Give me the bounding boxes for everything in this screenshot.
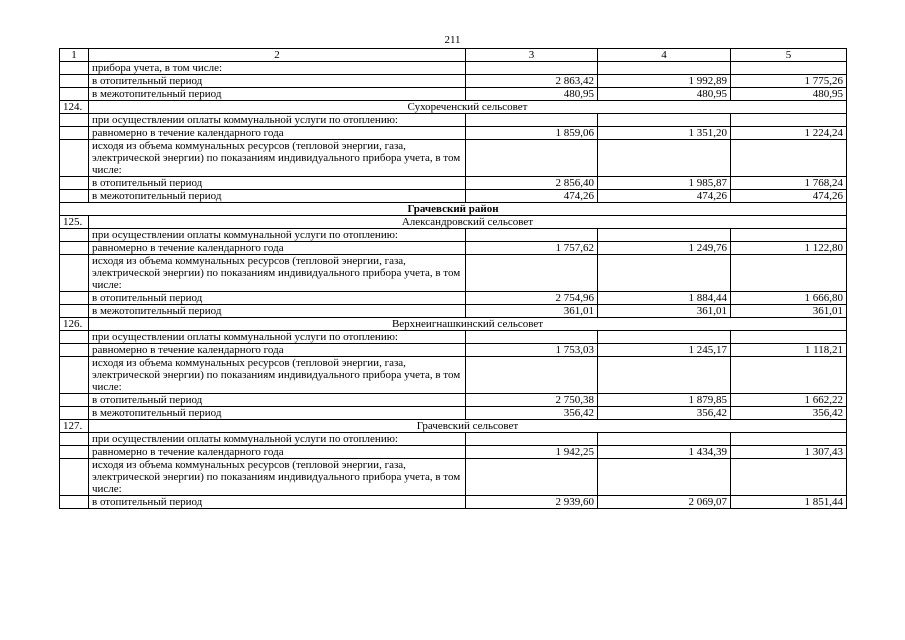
value-col-3: 361,01: [466, 305, 598, 318]
value-col-3: [466, 229, 598, 242]
tariff-table: [59, 48, 847, 509]
row-description: равномерно в течение календарного года: [89, 127, 466, 140]
value-col-3: [466, 114, 598, 127]
row-number: [60, 459, 89, 496]
value-col-3: [466, 459, 598, 496]
value-col-4: 1 351,20: [598, 127, 731, 140]
value-col-3: 1 757,62: [466, 242, 598, 255]
row-description: в отопительный период: [89, 292, 466, 305]
value-col-3: [466, 433, 598, 446]
row-description: при осуществлении оплаты коммунальной услуги по отоплению:: [89, 229, 466, 242]
value-col-3: 356,42: [466, 407, 598, 420]
value-col-5: 1 851,44: [731, 496, 847, 509]
value-col-5: 361,01: [731, 305, 847, 318]
settlement-row: [60, 420, 847, 433]
row-description: равномерно в течение календарного года: [89, 344, 466, 357]
value-col-5: 356,42: [731, 407, 847, 420]
row-number: [60, 229, 89, 242]
table-row: [60, 394, 847, 407]
value-col-4: [598, 114, 731, 127]
value-col-5: [731, 357, 847, 394]
value-col-3: [466, 140, 598, 177]
row-number: [60, 394, 89, 407]
value-col-5: 1 666,80: [731, 292, 847, 305]
value-col-4: 1 245,17: [598, 344, 731, 357]
table-row: [60, 88, 847, 101]
value-col-5: [731, 229, 847, 242]
value-col-5: [731, 140, 847, 177]
page-number: 211: [444, 34, 461, 46]
value-col-4: 1 884,44: [598, 292, 731, 305]
header-cell: 3: [466, 49, 598, 62]
row-description: равномерно в течение календарного года: [89, 446, 466, 459]
value-col-4: [598, 229, 731, 242]
value-col-3: 1 859,06: [466, 127, 598, 140]
settlement-row: [60, 216, 847, 229]
district-row: [60, 203, 847, 216]
row-number: [60, 344, 89, 357]
row-description: в межотопительный период: [89, 88, 466, 101]
row-description: при осуществлении оплаты коммунальной услуги по отоплению:: [89, 433, 466, 446]
row-number: [60, 114, 89, 127]
row-description: прибора учета, в том числе:: [89, 62, 466, 75]
value-col-3: [466, 331, 598, 344]
table-row: [60, 229, 847, 242]
header-cell: 1: [60, 49, 89, 62]
value-col-4: [598, 62, 731, 75]
row-description: в отопительный период: [89, 75, 466, 88]
row-number: [60, 190, 89, 203]
row-number: [60, 75, 89, 88]
value-col-5: 474,26: [731, 190, 847, 203]
row-description: в отопительный период: [89, 394, 466, 407]
row-description: в отопительный период: [89, 177, 466, 190]
row-description: в отопительный период: [89, 496, 466, 509]
value-col-3: 2 939,60: [466, 496, 598, 509]
value-col-4: [598, 255, 731, 292]
row-number: [60, 446, 89, 459]
value-col-5: [731, 433, 847, 446]
row-number: [60, 127, 89, 140]
value-col-5: 1 662,22: [731, 394, 847, 407]
settlement-title: Сухореченский сельсовет: [89, 101, 847, 114]
row-number: [60, 357, 89, 394]
value-col-3: [466, 255, 598, 292]
row-number: [60, 177, 89, 190]
value-col-3: [466, 62, 598, 75]
value-col-4: 1 992,89: [598, 75, 731, 88]
table-row: [60, 344, 847, 357]
row-number: [60, 331, 89, 344]
row-number: [60, 140, 89, 177]
value-col-4: [598, 433, 731, 446]
value-col-3: 2 863,42: [466, 75, 598, 88]
row-description: при осуществлении оплаты коммунальной услуги по отоплению:: [89, 331, 466, 344]
value-col-4: [598, 331, 731, 344]
value-col-5: 1 122,80: [731, 242, 847, 255]
value-col-4: 474,26: [598, 190, 731, 203]
row-number: 125.: [60, 216, 89, 229]
table-row: [60, 305, 847, 318]
value-col-5: 1 307,43: [731, 446, 847, 459]
row-description: исходя из объема коммунальных ресурсов (тепловой энергии, газа, электрической энергии) по показаниям индивидуального прибора учета, в том числе:: [89, 255, 466, 292]
settlement-title: Грачевский сельсовет: [89, 420, 847, 433]
header-cell: 4: [598, 49, 731, 62]
table-row: [60, 242, 847, 255]
value-col-4: 356,42: [598, 407, 731, 420]
row-description: в межотопительный период: [89, 305, 466, 318]
table-row: [60, 140, 847, 177]
value-col-5: [731, 255, 847, 292]
table-row: [60, 496, 847, 509]
table-row: [60, 75, 847, 88]
table-row: [60, 177, 847, 190]
value-col-3: 480,95: [466, 88, 598, 101]
table-row: [60, 357, 847, 394]
row-number: 126.: [60, 318, 89, 331]
value-col-5: [731, 331, 847, 344]
value-col-3: 1 942,25: [466, 446, 598, 459]
value-col-4: 1 879,85: [598, 394, 731, 407]
value-col-4: [598, 140, 731, 177]
row-number: [60, 496, 89, 509]
row-number: 127.: [60, 420, 89, 433]
value-col-3: 2 856,40: [466, 177, 598, 190]
settlement-row: [60, 101, 847, 114]
value-col-4: [598, 459, 731, 496]
table-row: [60, 127, 847, 140]
value-col-5: 1 224,24: [731, 127, 847, 140]
row-number: [60, 255, 89, 292]
value-col-5: [731, 459, 847, 496]
row-number: [60, 62, 89, 75]
value-col-5: [731, 62, 847, 75]
row-number: [60, 88, 89, 101]
row-description: при осуществлении оплаты коммунальной услуги по отоплению:: [89, 114, 466, 127]
row-description: равномерно в течение календарного года: [89, 242, 466, 255]
row-description: исходя из объема коммунальных ресурсов (тепловой энергии, газа, электрической энергии) по показаниям индивидуального прибора учета, в том числе:: [89, 459, 466, 496]
settlement-title: Верхнеигнашкинский сельсовет: [89, 318, 847, 331]
header-row: [60, 49, 847, 62]
table-row: [60, 255, 847, 292]
row-number: [60, 292, 89, 305]
value-col-3: 474,26: [466, 190, 598, 203]
value-col-4: 361,01: [598, 305, 731, 318]
value-col-3: 1 753,03: [466, 344, 598, 357]
header-cell: 5: [731, 49, 847, 62]
value-col-5: 1 775,26: [731, 75, 847, 88]
row-description: исходя из объема коммунальных ресурсов (тепловой энергии, газа, электрической энергии) по показаниям индивидуального прибора учета, в том числе:: [89, 140, 466, 177]
settlement-title: Александровский сельсовет: [89, 216, 847, 229]
value-col-4: 1 434,39: [598, 446, 731, 459]
row-number: [60, 305, 89, 318]
value-col-3: 2 750,38: [466, 394, 598, 407]
table-row: [60, 433, 847, 446]
value-col-4: 2 069,07: [598, 496, 731, 509]
value-col-4: 1 249,76: [598, 242, 731, 255]
table-row: [60, 331, 847, 344]
value-col-5: [731, 114, 847, 127]
table-row: [60, 114, 847, 127]
value-col-4: [598, 357, 731, 394]
table-row: [60, 446, 847, 459]
row-description: исходя из объема коммунальных ресурсов (тепловой энергии, газа, электрической энергии) по показаниям индивидуального прибора учета, в том числе:: [89, 357, 466, 394]
value-col-5: 480,95: [731, 88, 847, 101]
value-col-5: 1 768,24: [731, 177, 847, 190]
table-row: [60, 190, 847, 203]
district-title: Грачевский район: [60, 203, 847, 216]
row-description: в межотопительный период: [89, 190, 466, 203]
row-number: 124.: [60, 101, 89, 114]
row-number: [60, 433, 89, 446]
row-description: в межотопительный период: [89, 407, 466, 420]
value-col-4: 1 985,87: [598, 177, 731, 190]
table-row: [60, 292, 847, 305]
table-row: [60, 459, 847, 496]
table-row: [60, 62, 847, 75]
value-col-3: [466, 357, 598, 394]
settlement-row: [60, 318, 847, 331]
value-col-3: 2 754,96: [466, 292, 598, 305]
value-col-4: 480,95: [598, 88, 731, 101]
row-number: [60, 242, 89, 255]
row-number: [60, 407, 89, 420]
value-col-5: 1 118,21: [731, 344, 847, 357]
table-row: [60, 407, 847, 420]
header-cell: 2: [89, 49, 466, 62]
